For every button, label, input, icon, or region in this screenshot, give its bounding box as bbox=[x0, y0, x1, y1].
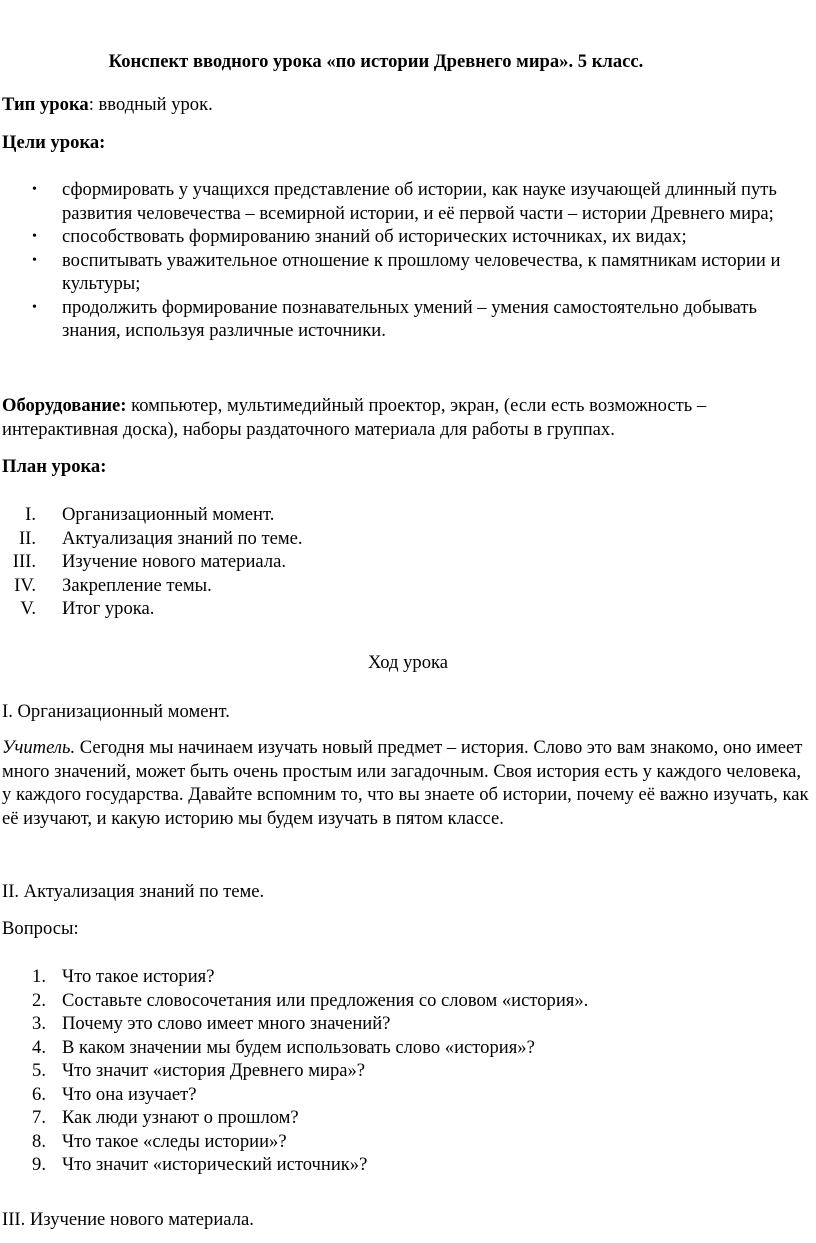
section3-heading: III. Изучение нового материала. bbox=[2, 1209, 254, 1230]
plan-item: V. Итог урока. bbox=[20, 598, 155, 619]
bullet-icon: • bbox=[32, 229, 37, 244]
section1-heading: I. Организационный момент. bbox=[2, 701, 230, 722]
question-item: 1. Что такое история? bbox=[32, 966, 215, 987]
question-item: 9. Что значит «исторический источник»? bbox=[32, 1154, 368, 1175]
question-item: 3. Почему это слово имеет много значений? bbox=[32, 1013, 391, 1034]
plan-list bbox=[0, 503, 816, 621]
section2-heading: II. Актуализация знаний по теме. bbox=[2, 881, 265, 902]
equipment-text: компьютер, мультимедийный проектор, экран, (если есть возможность – интерактивная доска), наборы раздаточного материала для работы в группах. bbox=[2, 395, 707, 440]
teacher-speech: Сегодня мы начинаем изучать новый предмет – история. Слово это вам знакомо, оно имеет много значений, может быть очень простым или загадочным. Своя история есть у каждого человека, у каждого государства. Давайте вспомним то, что вы знаете об истории, почему её важно изучать, как её изучают, и какую историю мы будем изучать в пятом классе. bbox=[2, 737, 809, 829]
plan-item: IV. Закрепление темы. bbox=[14, 574, 212, 596]
document-title: Конспект вводного урока «по истории Древнего мира». 5 класс. bbox=[108, 51, 644, 72]
question-item: 8. Что такое «следы истории»? bbox=[32, 1130, 287, 1152]
question-item: 5. Что значит «история Древнего мира»? bbox=[32, 1060, 366, 1081]
question-item: 4. В каком значении мы будем использовать слово «история»? bbox=[32, 1036, 535, 1058]
questions-label: Вопросы: bbox=[2, 918, 79, 939]
goal-item: • воспитывать уважительное отношение к прошлому человечества, к памятникам истории и культуры; bbox=[32, 249, 781, 294]
goals-heading: Цели урока: bbox=[2, 132, 106, 153]
course-heading: Ход урока bbox=[367, 652, 449, 673]
bullet-icon: • bbox=[32, 299, 37, 315]
plan-item: I. Организационный момент. bbox=[25, 504, 275, 525]
plan-heading: План урока: bbox=[2, 456, 107, 477]
question-item: 2. Составьте словосочетания или предложения со словом «история». bbox=[32, 989, 589, 1011]
equipment-paragraph bbox=[2, 394, 814, 441]
lesson-type-label: Тип урока bbox=[2, 94, 89, 115]
lesson-type-separator: : bbox=[88, 94, 99, 115]
plan-item: II. Актуализация знаний по теме. bbox=[18, 527, 303, 549]
goals-list bbox=[0, 178, 816, 343]
goal-item: • сформировать у учащихся представление об истории, как науке изучающей длинный путь развития человечества – всемирной истории, и её первой части – истории Древнего мира; bbox=[32, 179, 777, 224]
plan-item: III. Изучение нового материала. bbox=[12, 551, 287, 572]
teacher-label: Учитель. bbox=[2, 737, 76, 758]
goal-item: • продолжить формирование познавательных умений – умения самостоятельно добывать знания, используя различные источники. bbox=[32, 296, 757, 341]
question-item: 6. Что она изучает? bbox=[32, 1083, 197, 1105]
bullet-icon: • bbox=[32, 182, 37, 197]
equipment-label: Оборудование: bbox=[2, 395, 127, 416]
section1-paragraph bbox=[2, 736, 814, 830]
goal-item: • способствовать формированию знаний об исторических источниках, их видах; bbox=[32, 226, 687, 247]
question-item: 7. Как люди узнают о прошлом? bbox=[32, 1107, 299, 1128]
lesson-type-value: вводный урок. bbox=[98, 94, 213, 115]
questions-list bbox=[0, 965, 816, 1177]
bullet-icon: • bbox=[32, 252, 37, 268]
lesson-type-line bbox=[2, 93, 814, 117]
